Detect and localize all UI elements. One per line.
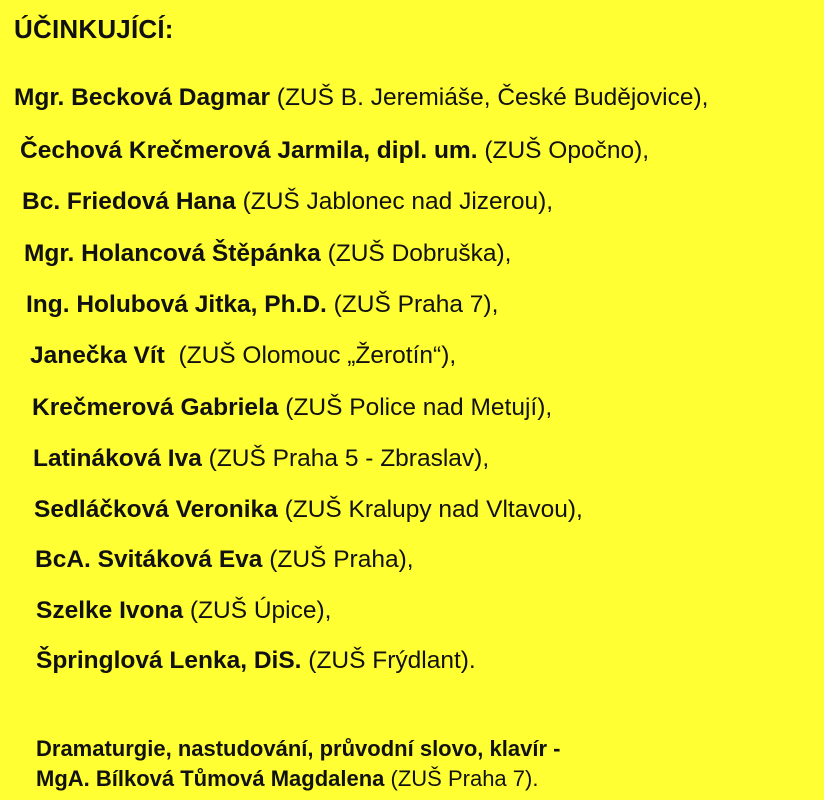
performer-line xyxy=(26,291,498,319)
credits-footer xyxy=(36,734,560,794)
performer-line xyxy=(30,342,456,370)
performer-name: Krečmerová Gabriela xyxy=(32,394,279,421)
performer-line xyxy=(32,394,552,422)
performer-school: (ZUŠ Praha 5 - Zbraslav), xyxy=(201,445,490,472)
performer-school: (ZUŠ Jablonec nad Jizerou), xyxy=(235,188,554,215)
performer-line xyxy=(24,240,511,268)
performer-line xyxy=(14,84,708,112)
performer-name: Bc. Friedová Hana xyxy=(22,188,236,215)
performer-name: Mgr. Becková Dagmar xyxy=(14,84,270,111)
performer-name: Szelke Ivona xyxy=(36,597,184,624)
performer-school: (ZUŠ B. Jeremiáše, České Budějovice), xyxy=(270,84,709,111)
page-heading: ÚČINKUJÍCÍ: xyxy=(14,14,174,44)
performer-name: Ing. Holubová Jitka, Ph.D. xyxy=(26,291,327,318)
performer-name: BcA. Svitáková Eva xyxy=(35,546,263,573)
performer-line xyxy=(35,546,414,574)
performer-line xyxy=(20,137,649,165)
performer-school: (ZUŠ Police nad Metují), xyxy=(278,394,553,421)
performer-name: Mgr. Holancová Štěpánka xyxy=(24,240,321,267)
performer-school: (ZUŠ Opočno), xyxy=(477,137,650,164)
performer-line xyxy=(22,188,553,216)
performer-school: (ZUŠ Praha), xyxy=(262,546,414,573)
credits-role: Dramaturgie, nastudování, průvodní slovo, klavír - xyxy=(36,736,561,761)
performer-school: (ZUŠ Olomouc „Žerotín“), xyxy=(164,342,457,369)
credits-school: (ZUŠ Praha 7). xyxy=(384,766,539,791)
performer-name: Latináková Iva xyxy=(33,445,202,472)
performer-line xyxy=(36,647,476,675)
credits-name: MgA. Bílková Tůmová Magdalena xyxy=(36,766,385,791)
performer-line xyxy=(36,597,331,625)
performer-school: (ZUŠ Úpice), xyxy=(183,597,332,624)
performer-name: Sedláčková Veronika xyxy=(34,496,278,523)
performer-school: (ZUŠ Frýdlant). xyxy=(301,647,476,674)
performer-line xyxy=(34,496,583,524)
performer-school: (ZUŠ Praha 7), xyxy=(326,291,499,318)
performer-school: (ZUŠ Dobruška), xyxy=(320,240,512,267)
performer-name: Špringlová Lenka, DiS. xyxy=(36,647,302,674)
performer-line xyxy=(33,445,489,473)
performer-name: Janečka Vít xyxy=(30,342,165,369)
performer-school: (ZUŠ Kralupy nad Vltavou), xyxy=(277,496,583,523)
performer-name: Čechová Krečmerová Jarmila, dipl. um. xyxy=(20,137,478,164)
